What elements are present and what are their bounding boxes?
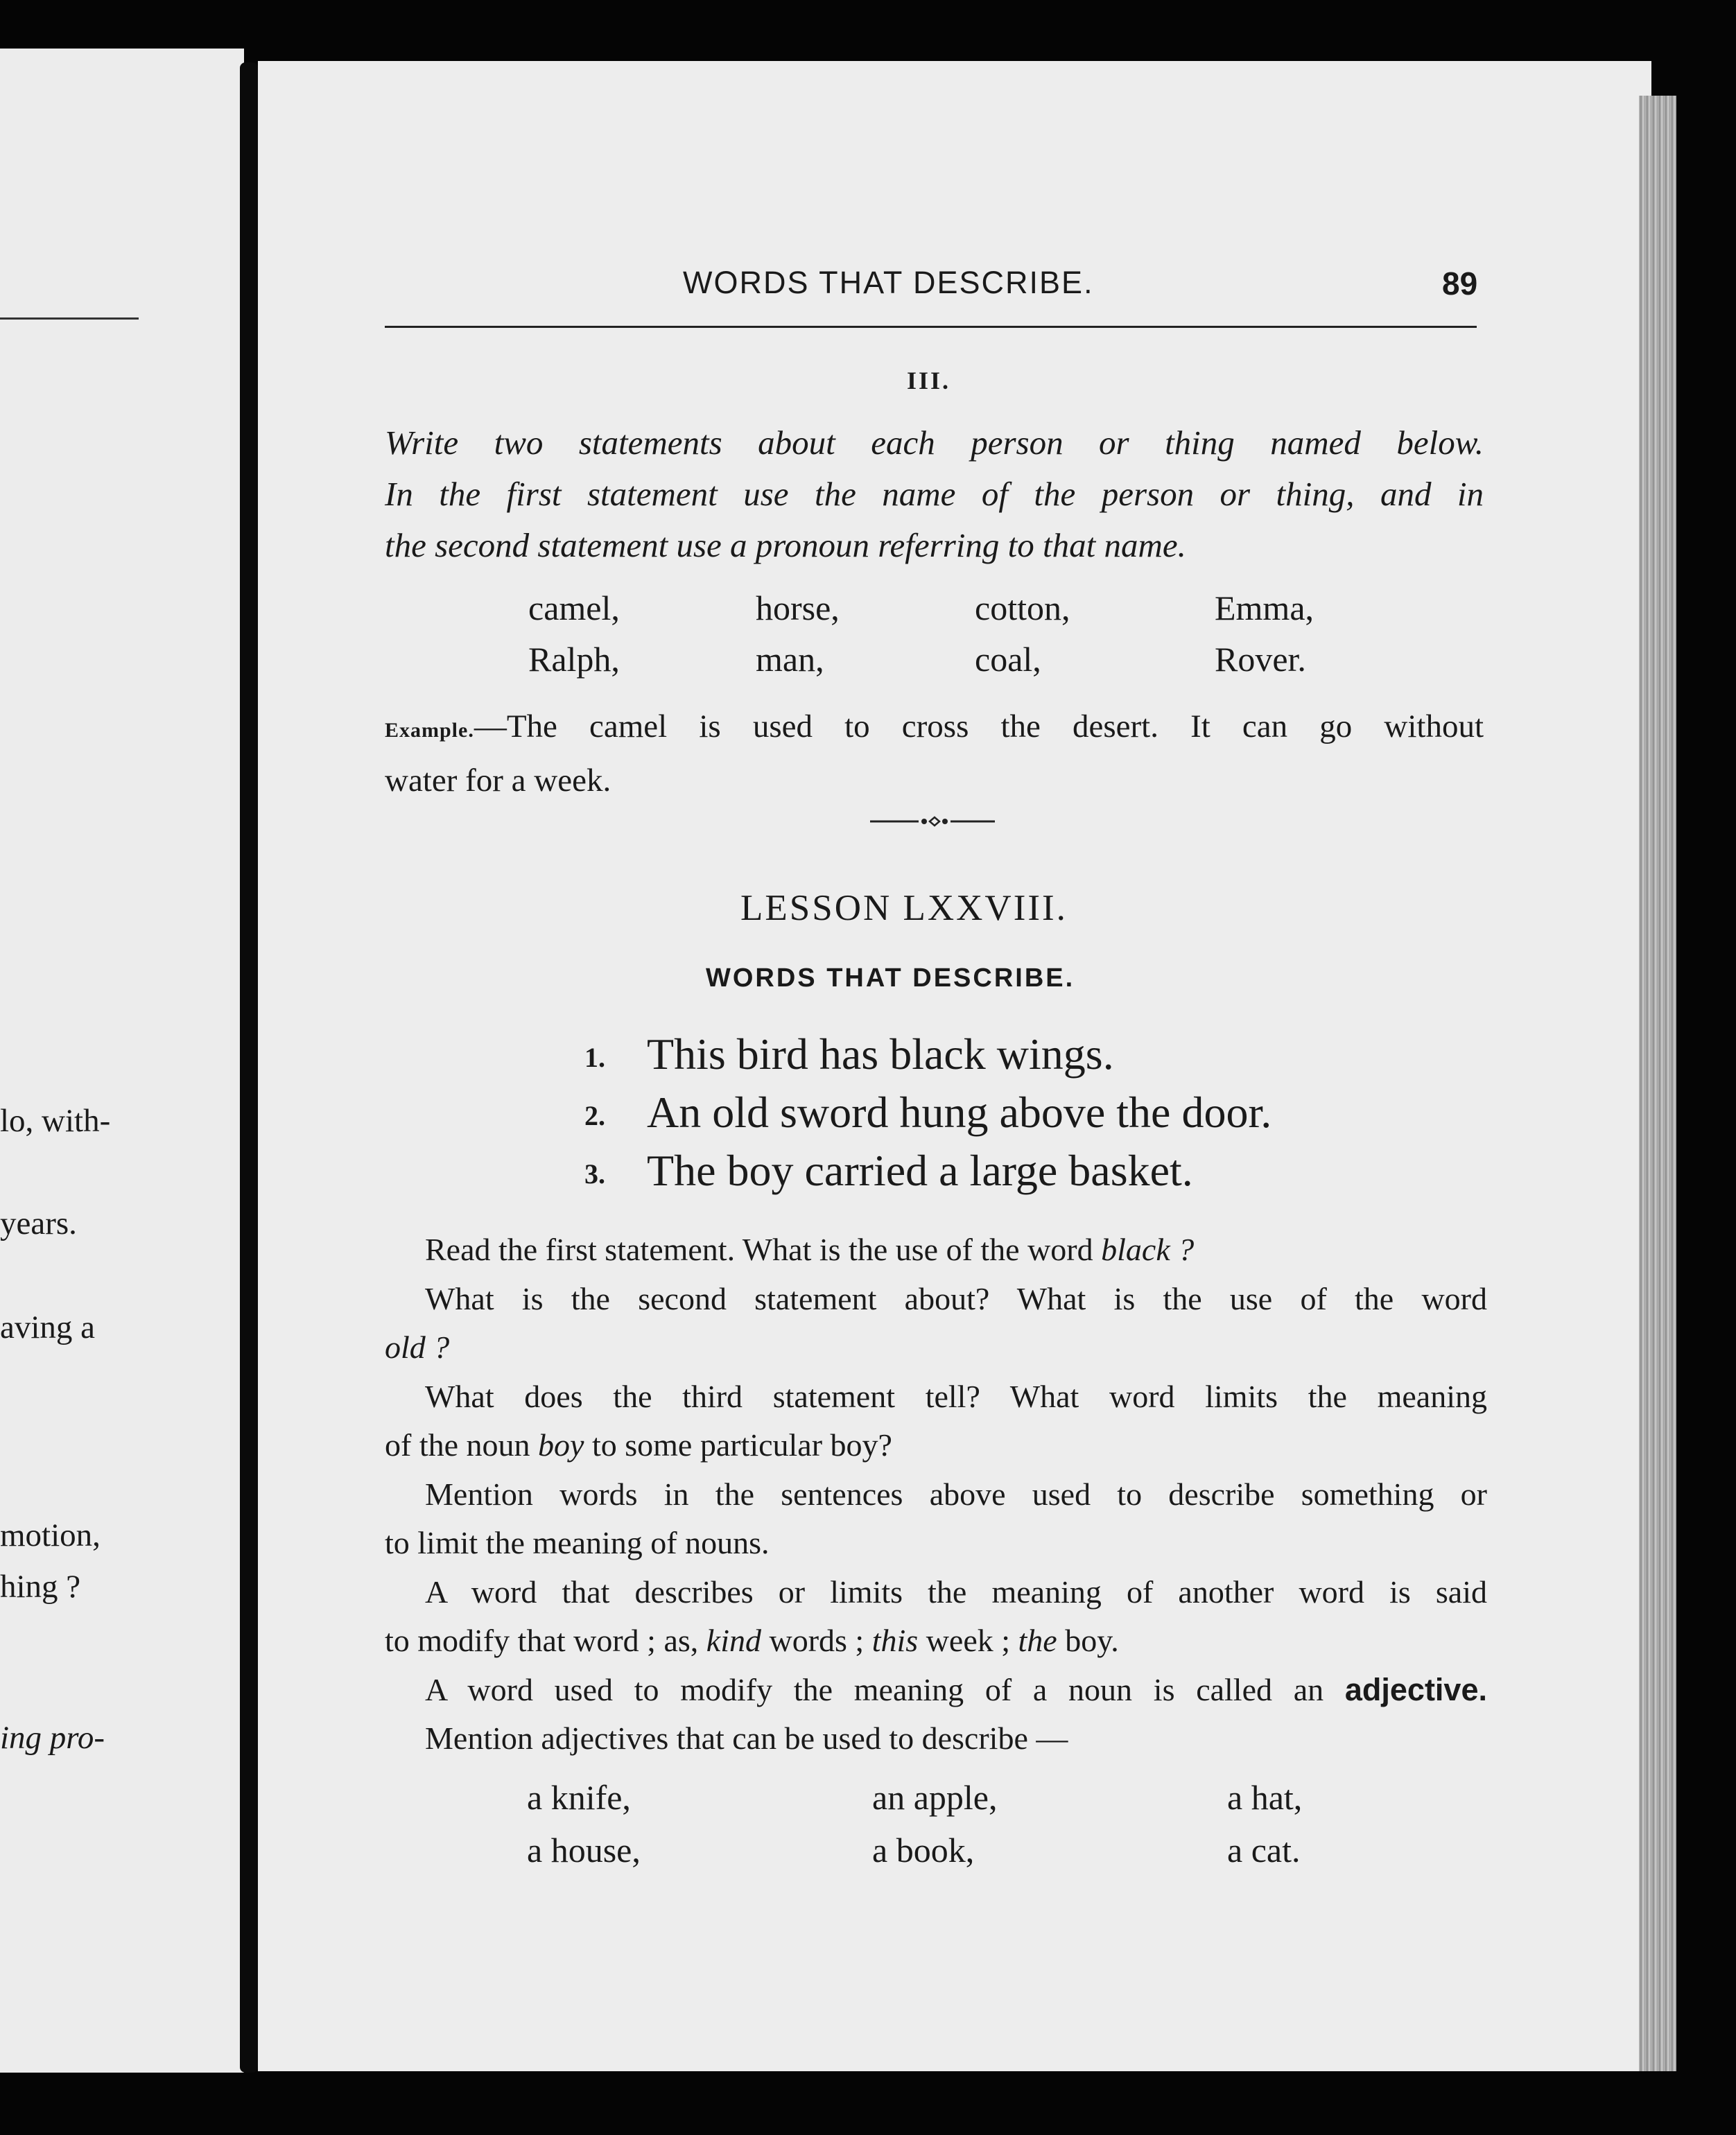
example-sentence: The boy carried a large basket. bbox=[647, 1146, 1193, 1195]
body-line: What does the third statement tell? What word limits the meaning bbox=[425, 1378, 1487, 1414]
page-edge bbox=[1639, 96, 1676, 2071]
body-line: old ? bbox=[385, 1330, 450, 1365]
book-gutter bbox=[240, 62, 258, 2073]
example-label: Example. bbox=[385, 719, 474, 742]
body-text: Read the first statement. What is the use of the word bbox=[425, 1232, 1102, 1267]
body-text: A word used to modify the meaning of a noun is called an bbox=[425, 1671, 1345, 1707]
italic-word: this bbox=[871, 1623, 919, 1658]
example-sentence: This bird has black wings. bbox=[647, 1029, 1114, 1079]
left-fragment: years. bbox=[0, 1205, 77, 1241]
left-page bbox=[0, 49, 244, 2073]
term-adjective: adjective. bbox=[1344, 1671, 1487, 1707]
lesson-body bbox=[385, 1226, 1487, 1763]
section-number: III. bbox=[907, 367, 951, 394]
word-item: horse, bbox=[756, 589, 840, 627]
italic-word: black ? bbox=[1101, 1232, 1195, 1267]
adjective-prompt: a book, bbox=[872, 1831, 975, 1870]
instruction-line: Write two statements about each person or thing named below. bbox=[385, 424, 1484, 462]
italic-word: kind bbox=[706, 1623, 761, 1658]
body-text: words ; bbox=[761, 1623, 872, 1658]
left-page-rule bbox=[0, 317, 139, 320]
body-text: to modify that word ; as, bbox=[385, 1623, 706, 1658]
body-text: to some particular boy? bbox=[584, 1427, 892, 1463]
lesson-title: LESSON LXXVIII. bbox=[740, 888, 1068, 928]
example-line bbox=[385, 702, 1484, 756]
adjective-prompt: a cat. bbox=[1227, 1831, 1301, 1870]
adjective-prompt: an apple, bbox=[872, 1778, 998, 1817]
sentence-number: 3. bbox=[584, 1158, 605, 1190]
ornament-divider bbox=[870, 811, 995, 832]
body-line bbox=[385, 1421, 1487, 1470]
body-line bbox=[385, 1226, 1487, 1275]
body-text: of the noun bbox=[385, 1427, 539, 1463]
exercise-instruction bbox=[385, 417, 1484, 571]
body-line bbox=[385, 1617, 1487, 1666]
word-item: coal, bbox=[975, 640, 1041, 679]
header-rule bbox=[385, 326, 1477, 328]
word-item: camel, bbox=[528, 589, 620, 627]
instruction-line: the second statement use a pronoun referring to that name. bbox=[385, 526, 1186, 564]
word-item: Rover. bbox=[1215, 640, 1306, 679]
left-fragment: motion, bbox=[0, 1517, 101, 1553]
word-item: Emma, bbox=[1215, 589, 1314, 627]
instruction-line: In the first statement use the name of the person or thing, and in bbox=[385, 475, 1484, 513]
page-number: 89 bbox=[1442, 265, 1478, 302]
running-head-title: WORDS THAT DESCRIBE. bbox=[683, 265, 1094, 300]
word-item: man, bbox=[756, 640, 824, 679]
word-item: Ralph, bbox=[528, 640, 620, 679]
italic-word: the bbox=[1018, 1623, 1057, 1658]
left-fragment: hing ? bbox=[0, 1569, 81, 1605]
example-sentence: An old sword hung above the door. bbox=[647, 1088, 1272, 1137]
adjective-prompt: a knife, bbox=[527, 1778, 631, 1817]
left-fragment: aving a bbox=[0, 1309, 96, 1345]
example-text: —The camel is used to cross the desert. It can go without bbox=[474, 708, 1484, 744]
lesson-subtitle: WORDS THAT DESCRIBE. bbox=[706, 964, 1075, 993]
body-line: A word that describes or limits the meaning of another word is said bbox=[425, 1574, 1487, 1610]
body-line: to limit the meaning of nouns. bbox=[385, 1525, 770, 1560]
example-line: water for a week. bbox=[385, 762, 611, 799]
body-line: Mention adjectives that can be used to describe — bbox=[425, 1720, 1068, 1756]
body-line: What is the second statement about? What is the use of the word bbox=[425, 1280, 1487, 1316]
sentence-number: 1. bbox=[584, 1042, 605, 1073]
italic-word: boy bbox=[538, 1427, 584, 1463]
body-line bbox=[385, 1666, 1487, 1715]
left-fragment: ing pro- bbox=[0, 1720, 105, 1756]
sentence-number: 2. bbox=[584, 1100, 605, 1131]
adjective-prompt: a hat, bbox=[1227, 1778, 1303, 1817]
adjective-prompt: a house, bbox=[527, 1831, 641, 1870]
body-text: week ; bbox=[918, 1623, 1018, 1658]
word-item: cotton, bbox=[975, 589, 1070, 627]
body-text: boy. bbox=[1057, 1623, 1119, 1658]
body-line: Mention words in the sentences above used to describe something or bbox=[425, 1476, 1487, 1512]
example-paragraph bbox=[385, 702, 1484, 805]
left-fragment: lo, with- bbox=[0, 1103, 111, 1139]
